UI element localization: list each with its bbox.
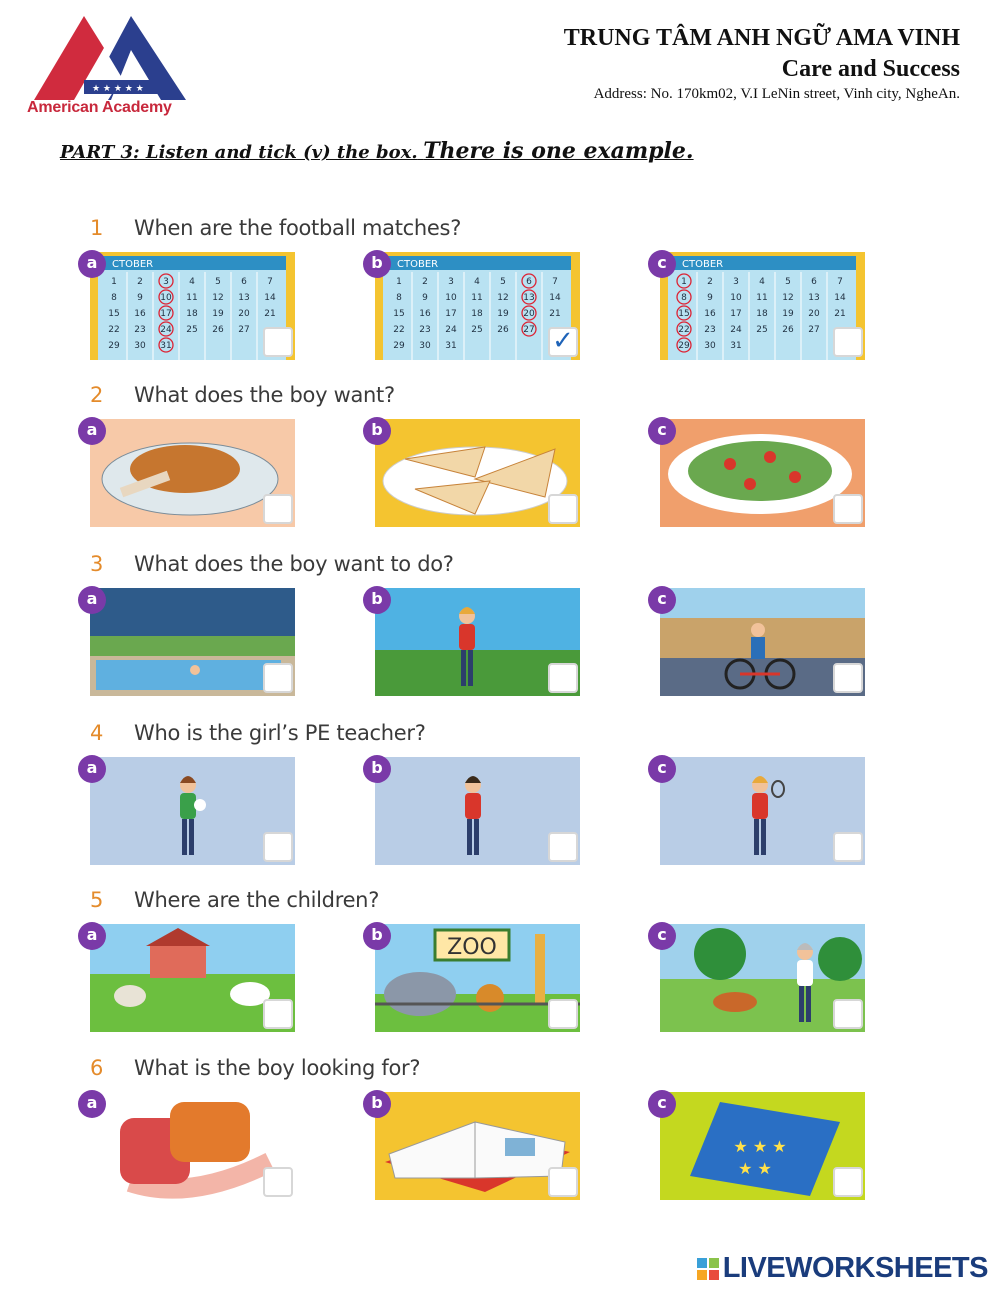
liveworksheets-brand: [697, 1252, 988, 1285]
question-text: What is the boy looking for?: [134, 1056, 421, 1080]
option-letter-badge: c: [648, 755, 676, 783]
svg-text:24: 24: [445, 325, 457, 335]
svg-text:31: 31: [160, 341, 172, 351]
svg-text:14: 14: [264, 293, 276, 303]
option-letter-badge: b: [363, 250, 391, 278]
calendar-month: CTOBER: [682, 259, 724, 270]
option-letter-badge: c: [648, 250, 676, 278]
question-number: 1: [90, 216, 104, 240]
instruction-part: PART 3: Listen and tick (v) the box.: [60, 142, 418, 163]
svg-text:7: 7: [267, 277, 273, 287]
tick-box[interactable]: [548, 832, 578, 862]
svg-text:9: 9: [707, 293, 713, 303]
question-text: What does the boy want to do?: [134, 552, 454, 576]
svg-text:6: 6: [526, 277, 532, 287]
option-c-salad: [657, 419, 865, 527]
center-slogan: Care and Success: [781, 56, 960, 82]
svg-text:10: 10: [445, 293, 457, 303]
question-4: [86, 721, 890, 871]
option-letter-badge: b: [363, 1090, 391, 1118]
option-b-running: [371, 588, 580, 696]
option-letter-badge: c: [648, 1090, 676, 1118]
option-letter-badge: a: [78, 755, 106, 783]
svg-text:10: 10: [730, 293, 742, 303]
option-letter-badge: c: [648, 417, 676, 445]
svg-text:16: 16: [134, 309, 146, 319]
svg-text:12: 12: [782, 293, 794, 303]
svg-text:25: 25: [471, 325, 483, 335]
svg-text:11: 11: [471, 293, 483, 303]
svg-text:8: 8: [396, 293, 402, 303]
option-letter-badge: b: [363, 586, 391, 614]
calendar-month: CTOBER: [112, 259, 154, 270]
svg-text:29: 29: [108, 341, 120, 351]
tick-box[interactable]: [548, 663, 578, 693]
svg-text:21: 21: [549, 309, 561, 319]
svg-text:31: 31: [445, 341, 457, 351]
svg-text:15: 15: [393, 309, 405, 319]
svg-text:16: 16: [704, 309, 716, 319]
question-1: [86, 216, 890, 366]
svg-text:11: 11: [186, 293, 198, 303]
option-c-calendar-c: [657, 252, 865, 360]
tick-box[interactable]: [263, 327, 293, 357]
svg-text:10: 10: [160, 293, 172, 303]
question-3: [86, 552, 890, 702]
liveworksheets-icon: [697, 1258, 719, 1280]
svg-text:26: 26: [212, 325, 224, 335]
option-b-sandwiches: [371, 419, 580, 527]
svg-text:6: 6: [241, 277, 247, 287]
option-letter-badge: c: [648, 586, 676, 614]
option-letter-badge: a: [78, 922, 106, 950]
question-number: 5: [90, 888, 104, 912]
instruction-example: There is one example.: [423, 138, 694, 164]
question-6: [86, 1056, 890, 1206]
question-text: When are the football matches?: [134, 216, 462, 240]
tick-box[interactable]: [833, 327, 863, 357]
svg-text:16: 16: [419, 309, 431, 319]
svg-text:26: 26: [782, 325, 794, 335]
svg-text:5: 5: [215, 277, 221, 287]
option-letter-badge: b: [363, 922, 391, 950]
svg-text:2: 2: [137, 277, 143, 287]
svg-text:29: 29: [393, 341, 405, 351]
svg-text:3: 3: [163, 277, 169, 287]
option-c-notebook: [657, 1092, 865, 1200]
svg-text:11: 11: [756, 293, 768, 303]
question-text: What does the boy want?: [134, 383, 395, 407]
tick-box[interactable]: [833, 663, 863, 693]
svg-text:9: 9: [137, 293, 143, 303]
svg-text:3: 3: [448, 277, 454, 287]
svg-text:1: 1: [681, 277, 687, 287]
svg-text:3: 3: [733, 277, 739, 287]
tick-box[interactable]: [833, 1167, 863, 1197]
option-a-man-ball: [86, 757, 295, 865]
svg-text:2: 2: [422, 277, 428, 287]
svg-text:20: 20: [808, 309, 820, 319]
option-b-zoo: [371, 924, 580, 1032]
svg-text:17: 17: [445, 309, 457, 319]
svg-text:30: 30: [134, 341, 146, 351]
tick-box[interactable]: [263, 494, 293, 524]
svg-text:1: 1: [111, 277, 117, 287]
question-number: 4: [90, 721, 104, 745]
option-letter-badge: c: [648, 922, 676, 950]
svg-text:2: 2: [707, 277, 713, 287]
svg-text:21: 21: [264, 309, 276, 319]
tick-box[interactable]: [548, 1167, 578, 1197]
svg-text:30: 30: [419, 341, 431, 351]
svg-text:8: 8: [681, 293, 687, 303]
tick-box[interactable]: [833, 999, 863, 1029]
tick-box[interactable]: [548, 999, 578, 1029]
question-2: [86, 383, 890, 533]
question-text: Who is the girl’s PE teacher?: [134, 721, 426, 745]
option-a-swimming-pool: [86, 588, 295, 696]
option-letter-badge: b: [363, 755, 391, 783]
svg-text:19: 19: [782, 309, 794, 319]
svg-text:13: 13: [238, 293, 250, 303]
option-letter-badge: a: [78, 250, 106, 278]
question-text: Where are the children?: [134, 888, 380, 912]
tick-box[interactable]: [833, 832, 863, 862]
question-number: 3: [90, 552, 104, 576]
center-address: Address: No. 170km02, V.I LeNin street, Vinh city, NgheAn.: [593, 86, 960, 102]
svg-text:4: 4: [474, 277, 480, 287]
calendar-month: CTOBER: [397, 259, 439, 270]
svg-text:22: 22: [678, 325, 690, 335]
instruction: [60, 138, 694, 164]
tick-box[interactable]: [548, 494, 578, 524]
center-name: TRUNG TÂM ANH NGỮ AMA VINH: [563, 25, 960, 51]
svg-text:13: 13: [808, 293, 820, 303]
svg-text:27: 27: [808, 325, 820, 335]
svg-text:19: 19: [497, 309, 509, 319]
option-c-cycling: [657, 588, 865, 696]
svg-text:26: 26: [497, 325, 509, 335]
svg-text:ZOO: ZOO: [447, 935, 497, 960]
option-b-calendar-b: [371, 252, 580, 360]
svg-text:18: 18: [756, 309, 768, 319]
svg-text:25: 25: [186, 325, 198, 335]
tick-box[interactable]: ✓: [548, 327, 578, 357]
option-letter-badge: a: [78, 1090, 106, 1118]
option-a-chicken: [86, 419, 295, 527]
svg-text:31: 31: [730, 341, 742, 351]
svg-text:29: 29: [678, 341, 690, 351]
svg-text:7: 7: [552, 277, 558, 287]
svg-text:27: 27: [523, 325, 535, 335]
option-b-book: [371, 1092, 580, 1200]
svg-text:13: 13: [523, 293, 535, 303]
logo-text: American Academy: [27, 99, 172, 116]
svg-text:6: 6: [811, 277, 817, 287]
svg-text:27: 27: [238, 325, 250, 335]
svg-text:25: 25: [756, 325, 768, 335]
brand-text: LIVEWORKSHEETS: [722, 1252, 988, 1284]
tick-box[interactable]: [263, 663, 293, 693]
option-a-backpack: [86, 1092, 295, 1200]
svg-text:★ ★ ★ ★ ★: ★ ★ ★ ★ ★: [92, 84, 144, 94]
option-a-farm: [86, 924, 295, 1032]
svg-text:8: 8: [111, 293, 117, 303]
svg-text:19: 19: [212, 309, 224, 319]
svg-text:17: 17: [730, 309, 742, 319]
svg-text:14: 14: [834, 293, 846, 303]
svg-text:20: 20: [523, 309, 535, 319]
svg-text:17: 17: [160, 309, 172, 319]
question-number: 2: [90, 383, 104, 407]
svg-text:18: 18: [186, 309, 198, 319]
svg-text:23: 23: [134, 325, 146, 335]
tick-box[interactable]: [263, 1167, 293, 1197]
svg-text:★ ★ ★: ★ ★ ★: [733, 1137, 787, 1156]
svg-text:23: 23: [704, 325, 716, 335]
svg-text:14: 14: [549, 293, 561, 303]
svg-text:4: 4: [189, 277, 195, 287]
option-letter-badge: b: [363, 417, 391, 445]
svg-text:30: 30: [704, 341, 716, 351]
tick-box[interactable]: [263, 999, 293, 1029]
option-c-woman-racket: [657, 757, 865, 865]
svg-text:9: 9: [422, 293, 428, 303]
svg-text:1: 1: [396, 277, 402, 287]
svg-text:7: 7: [837, 277, 843, 287]
svg-text:24: 24: [730, 325, 742, 335]
svg-text:18: 18: [471, 309, 483, 319]
option-letter-badge: a: [78, 586, 106, 614]
svg-text:21: 21: [834, 309, 846, 319]
svg-text:5: 5: [500, 277, 506, 287]
svg-text:22: 22: [393, 325, 405, 335]
option-b-woman: [371, 757, 580, 865]
question-5: [86, 888, 890, 1038]
option-a-calendar-a: [86, 252, 295, 360]
svg-text:22: 22: [108, 325, 120, 335]
svg-text:23: 23: [419, 325, 431, 335]
tick-box[interactable]: [263, 832, 293, 862]
svg-text:★ ★: ★ ★: [738, 1159, 772, 1178]
question-number: 6: [90, 1056, 104, 1080]
svg-text:4: 4: [759, 277, 765, 287]
svg-text:15: 15: [678, 309, 690, 319]
svg-text:24: 24: [160, 325, 172, 335]
svg-text:5: 5: [785, 277, 791, 287]
svg-text:12: 12: [497, 293, 509, 303]
svg-text:12: 12: [212, 293, 224, 303]
svg-text:15: 15: [108, 309, 120, 319]
svg-text:20: 20: [238, 309, 250, 319]
option-letter-badge: a: [78, 417, 106, 445]
tick-box[interactable]: [833, 494, 863, 524]
option-c-park: [657, 924, 865, 1032]
